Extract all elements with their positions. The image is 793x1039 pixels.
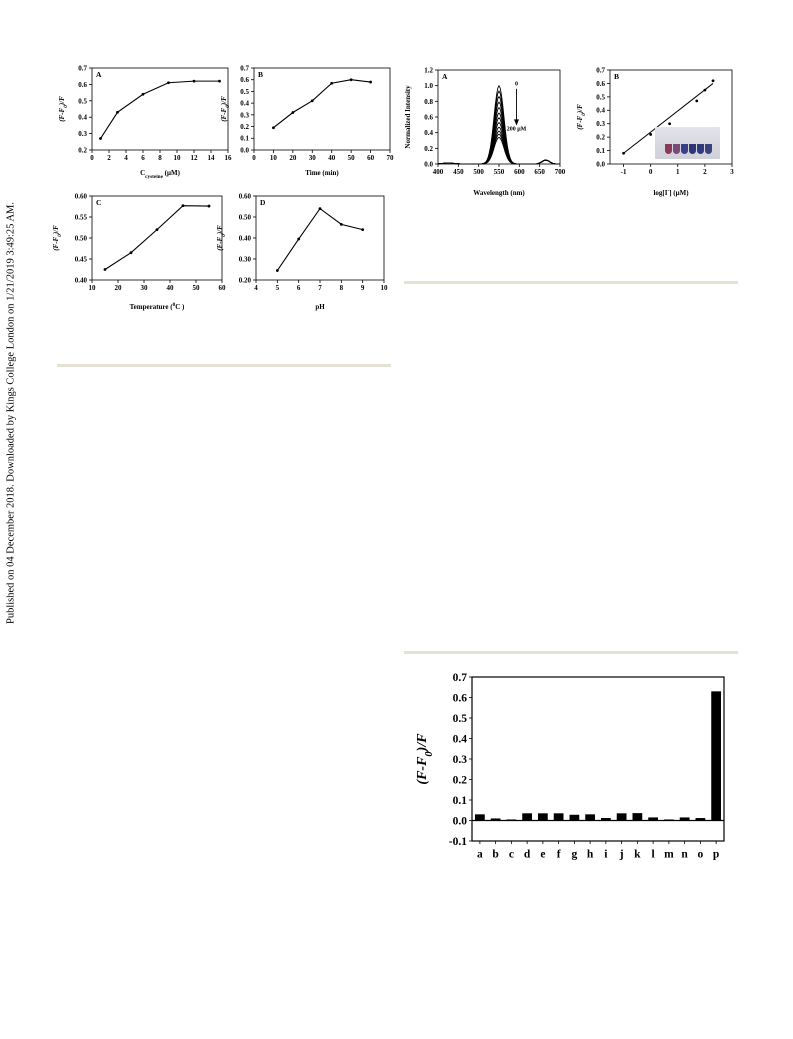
vial-1 (665, 144, 672, 154)
opt-C-xlabel (130, 302, 185, 311)
select-category-label: g (571, 848, 578, 861)
spec-B-ytick-label: 0.0 (596, 160, 605, 169)
opt-C-data-point (130, 251, 133, 254)
spec-A-xtick-label: 550 (493, 168, 505, 176)
figure-opt-D (214, 188, 390, 312)
opt-A-ytick-label: 0.6 (78, 80, 87, 89)
spec-B-data-point (649, 133, 652, 136)
opt-C-xtick-label: 50 (192, 284, 200, 292)
divider-right-top (404, 281, 738, 284)
opt-A-xtick-label: 0 (90, 154, 94, 162)
spec-A-arrow-label-start: 0 (514, 81, 518, 88)
spec-B-ytick-label: 0.2 (596, 133, 605, 142)
select-bar (680, 817, 690, 820)
opt-C-ytick-label: 0.55 (74, 213, 87, 222)
opt-A-series-line (101, 81, 220, 138)
opt-B-ylabel (220, 96, 231, 122)
select-category-label: i (604, 848, 608, 861)
opt-D-data-point (319, 207, 322, 210)
opt-B-data-point (350, 78, 353, 81)
vial-5 (697, 144, 704, 154)
spec-A-frame (438, 70, 560, 164)
opt-D-xlabel-part: pH (315, 303, 325, 311)
vial-4 (689, 144, 696, 154)
opt-D-xtick-label: 4 (254, 284, 258, 292)
spec-A-ylabel (404, 85, 412, 149)
select-category-label: f (556, 848, 561, 861)
spec-B-xtick-label: 3 (730, 168, 734, 176)
select-ytick-label: 0.6 (452, 692, 467, 705)
select-frame (472, 677, 724, 841)
figure-selectivity (410, 663, 728, 871)
opt-B-xtick-label: 30 (308, 154, 316, 162)
select-bar (475, 814, 485, 820)
select-category-label: c (508, 848, 514, 861)
spec-B-ytick-label: 0.5 (596, 93, 605, 102)
opt-C-xtick-label: 10 (88, 284, 96, 292)
opt-A-ytick-label: 0.7 (78, 64, 87, 73)
select-ylabel-part: )/F (415, 733, 430, 752)
opt-B-data-point (369, 81, 372, 84)
opt-B-ytick-label: 0.5 (240, 87, 249, 96)
spec-A-svg (402, 62, 566, 198)
opt-B-ylabel-part: 0 (225, 105, 231, 108)
opt-B-ytick-label: 0.7 (240, 64, 249, 73)
select-ytick-label: 0.1 (452, 795, 467, 808)
opt-C-xlabel-part: Temperature ( (129, 303, 173, 311)
opt-B-xtick-label: 60 (367, 154, 375, 162)
select-category-label: j (619, 848, 624, 861)
opt-C-xlabel-part: 0 (172, 302, 176, 308)
select-bar (632, 813, 642, 820)
select-ytick-label: -0.1 (448, 836, 467, 849)
opt-C-series-line (105, 206, 209, 270)
spec-B-ytick-label: 0.7 (596, 66, 605, 75)
select-ytick-label: 0.7 (452, 672, 467, 685)
figure-opt-B (218, 60, 398, 178)
spec-B-data-point (703, 89, 706, 92)
opt-B-xtick-label: 50 (347, 154, 355, 162)
spec-B-xtick-label: 2 (703, 168, 707, 176)
opt-C-ytick-label: 0.50 (74, 234, 87, 243)
opt-D-xtick-label: 7 (318, 284, 322, 292)
opt-D-xtick-label: 5 (275, 284, 280, 292)
vial-2 (673, 144, 680, 154)
opt-A-data-point (193, 80, 196, 83)
opt-D-data-point (297, 238, 300, 241)
spec-A-spectrum-curve (438, 97, 560, 164)
opt-B-data-point (311, 99, 314, 102)
select-ytick-label: 0.3 (452, 754, 467, 767)
spec-A-panel-letter: A (442, 72, 448, 81)
select-category-label: p (712, 848, 720, 861)
select-ytick-label: 0.5 (452, 713, 467, 726)
spec-A-xtick-label: 700 (554, 168, 566, 176)
opt-D-xtick-label: 9 (360, 284, 365, 292)
spec-A-xlabel-part: Wavelength (nm) (473, 189, 525, 197)
figure-opt-C (50, 188, 230, 312)
select-ylabel-part: 0 (423, 751, 435, 757)
opt-B-ytick-label: 0.2 (240, 123, 249, 132)
select-bar (491, 818, 501, 820)
opt-C-svg (50, 188, 230, 312)
opt-A-ylabel-part: 0 (63, 105, 69, 108)
select-bar (695, 818, 705, 820)
opt-A-xlabel-part: C (140, 169, 146, 177)
opt-D-ylabel-part: 0 (221, 234, 227, 237)
opt-A-ytick-label: 0.3 (78, 130, 87, 139)
opt-D-svg (214, 188, 390, 312)
opt-D-ytick-label: 0.50 (238, 213, 251, 222)
opt-B-frame (254, 68, 390, 150)
spec-A-spectrum-curve (438, 102, 560, 164)
opt-C-xtick-label: 20 (114, 284, 122, 292)
spec-A-ytick-label: 1.0 (424, 82, 433, 91)
select-bar (648, 817, 658, 820)
select-category-label: b (492, 848, 499, 861)
figure-spec-A (402, 62, 566, 198)
vial-6 (705, 144, 712, 154)
select-category-label: e (540, 848, 546, 861)
opt-C-data-point (104, 268, 107, 271)
spec-A-xtick-label: 600 (514, 168, 525, 176)
divider-right-bottom (404, 651, 738, 654)
opt-C-frame (92, 196, 222, 280)
download-notice-text: Published on 04 December 2018. Downloaded by Kings College London on 1/21/2019 3:49:25 AM. (5, 201, 17, 625)
opt-A-xtick-label: 12 (190, 154, 198, 162)
spec-B-ylabel-part: 0 (581, 113, 587, 116)
opt-D-panel-letter: D (260, 198, 266, 207)
select-bar (569, 815, 579, 821)
spec-A-spectrum-curve (438, 134, 560, 164)
spec-A-ytick-label: 0.2 (424, 144, 433, 153)
spec-A-xtick-label: 500 (473, 168, 484, 176)
opt-D-data-point (276, 269, 279, 272)
spec-A-spectrum-curve (438, 127, 560, 164)
opt-B-ylabel-part: (F-F (220, 107, 228, 122)
opt-C-ytick-label: 0.40 (74, 276, 87, 285)
spec-B-ylabel (576, 104, 587, 130)
opt-B-data-point (272, 126, 275, 129)
opt-C-xlabel-part: C ) (175, 303, 185, 311)
spec-B-data-point (668, 122, 671, 125)
opt-A-ytick-label: 0.2 (78, 146, 87, 155)
opt-C-panel-letter: C (96, 198, 102, 207)
figure-opt-A (56, 60, 236, 178)
select-bar (601, 818, 611, 820)
spec-A-xtick-label: 400 (432, 168, 444, 176)
spec-A-arrow-label-end: 200 μM (506, 126, 527, 133)
spec-A-spectrum-curve (438, 137, 560, 164)
opt-A-ylabel (58, 96, 69, 122)
spec-A-arrow-head (514, 119, 519, 125)
opt-A-xtick-label: 16 (224, 154, 232, 162)
opt-B-xtick-label: 40 (328, 154, 336, 162)
spec-B-xlabel (653, 188, 689, 197)
opt-D-ytick-label: 0.20 (238, 276, 251, 285)
spec-B-data-point (712, 79, 715, 82)
spec-B-xtick-label: 1 (676, 168, 680, 176)
spec-B-xlabel-part: - (667, 188, 670, 194)
opt-C-ylabel (52, 225, 63, 251)
spec-B-xtick-label: 0 (648, 168, 653, 176)
opt-C-ytick-label: 0.45 (74, 255, 87, 264)
spec-A-xtick-label: 650 (534, 168, 545, 176)
select-ylabel-part: (F-F (415, 756, 430, 785)
spec-A-spectrum-curve (438, 131, 560, 164)
select-bar (522, 813, 532, 820)
opt-C-ylabel-part: )/F (52, 225, 60, 235)
opt-D-data-point (361, 228, 364, 231)
select-bar (664, 819, 674, 820)
spec-B-ytick-label: 0.3 (596, 120, 605, 129)
opt-D-ytick-label: 0.40 (238, 234, 251, 243)
opt-A-frame (92, 68, 228, 150)
spec-A-ytick-label: 0.6 (424, 113, 433, 122)
opt-B-xtick-label: 10 (269, 154, 277, 162)
opt-A-xtick-label: 8 (158, 154, 162, 162)
opt-D-series-line (277, 209, 362, 271)
select-bar (538, 813, 548, 820)
opt-D-ytick-label: 0.60 (238, 192, 251, 201)
spec-A-ytick-label: 0.0 (424, 160, 433, 169)
opt-B-ytick-label: 0.0 (240, 146, 249, 155)
spec-A-ylabel-part: Normalized Intensity (404, 85, 412, 149)
opt-A-data-point (99, 137, 102, 140)
opt-C-ylabel-part: (F-F (52, 236, 60, 251)
select-category-label: o (697, 848, 704, 861)
spec-B-ytick-label: 0.6 (596, 79, 605, 88)
opt-A-xlabel-part: cysteine (145, 174, 163, 180)
opt-A-xtick-label: 2 (107, 154, 111, 162)
spec-A-spectrum-curve (438, 118, 560, 164)
opt-A-panel-letter: A (96, 70, 102, 79)
opt-D-xtick-label: 10 (380, 284, 388, 292)
select-category-label: n (681, 848, 688, 861)
spec-B-xlabel-part: log[I (653, 189, 668, 197)
opt-A-data-point (167, 81, 170, 84)
divider-left (57, 364, 391, 367)
opt-C-xtick-label: 30 (140, 284, 148, 292)
opt-B-ytick-label: 0.4 (240, 99, 249, 108)
opt-C-ylabel-part: 0 (57, 234, 63, 237)
opt-B-xtick-label: 20 (289, 154, 297, 162)
opt-B-xlabel-part: Time (min) (305, 169, 339, 177)
opt-D-ytick-label: 0.30 (238, 255, 251, 264)
opt-A-data-point (142, 93, 145, 96)
opt-B-svg (218, 60, 398, 178)
opt-A-data-point (116, 111, 119, 114)
spec-B-data-point (622, 152, 625, 155)
select-category-label: l (651, 848, 655, 861)
opt-A-xtick-label: 10 (173, 154, 181, 162)
download-notice (4, 198, 18, 628)
spec-A-spectrum-curve (438, 108, 560, 164)
spec-B-xtick-label: -1 (620, 168, 627, 176)
opt-C-data-point (208, 205, 211, 208)
opt-A-xtick-label: 4 (124, 154, 128, 162)
spec-A-spectrum-curve (438, 113, 560, 164)
select-category-label: d (523, 848, 531, 861)
vial-photo-inset (655, 127, 720, 159)
opt-B-series-line (273, 80, 370, 128)
select-ytick-label: 0.2 (452, 774, 467, 787)
spec-B-xlabel-part: ] (μM) (669, 189, 689, 197)
opt-D-xlabel (315, 303, 325, 311)
opt-A-svg (56, 60, 236, 178)
spec-A-ytick-label: 0.8 (424, 97, 433, 106)
select-bar (554, 813, 564, 820)
opt-C-xtick-label: 40 (166, 284, 174, 292)
select-category-label: m (664, 848, 674, 861)
spec-B-ytick-label: 0.4 (596, 106, 605, 115)
select-category-label: h (586, 848, 594, 861)
opt-D-data-point (340, 223, 343, 226)
opt-A-xlabel (140, 169, 181, 180)
opt-A-xlabel-part: (μM) (162, 169, 180, 177)
select-category-label: a (477, 848, 483, 861)
select-bar (506, 819, 516, 820)
spec-A-spectrum-curve (438, 123, 560, 165)
select-ylabel (415, 733, 435, 785)
select-ytick-label: 0.4 (452, 733, 467, 746)
opt-B-xtick-label: 0 (252, 154, 256, 162)
opt-B-ylabel-part: )/F (220, 96, 228, 106)
spec-B-ylabel-part: )/F (576, 104, 584, 114)
opt-A-ytick-label: 0.5 (78, 97, 87, 106)
opt-A-ylabel-part: (F-F (58, 107, 66, 122)
select-bar (585, 814, 595, 820)
spec-B-ytick-label: 0.1 (596, 147, 605, 156)
select-svg (410, 663, 728, 871)
opt-A-xtick-label: 14 (207, 154, 215, 162)
opt-B-ytick-label: 0.3 (240, 111, 249, 120)
select-bar (711, 691, 721, 820)
opt-B-data-point (291, 111, 294, 114)
opt-B-xlabel (305, 169, 339, 177)
opt-D-ylabel-part: (F-F (216, 236, 224, 251)
opt-C-data-point (182, 204, 185, 207)
spec-A-ytick-label: 0.4 (424, 129, 433, 138)
opt-B-data-point (330, 82, 333, 85)
select-category-label: k (634, 848, 641, 861)
opt-B-ytick-label: 0.6 (240, 76, 249, 85)
select-ytick-label: 0.0 (452, 815, 467, 828)
spec-A-xlabel (473, 189, 525, 197)
spec-B-ylabel-part: (F-F (576, 115, 584, 130)
opt-B-xtick-label: 70 (386, 154, 394, 162)
opt-D-xtick-label: 8 (339, 284, 344, 292)
opt-A-xtick-label: 6 (141, 154, 145, 162)
opt-A-ytick-label: 0.4 (78, 113, 87, 122)
opt-C-data-point (156, 228, 159, 231)
select-bar (617, 813, 627, 820)
vial-3 (681, 144, 688, 154)
opt-D-ylabel (216, 225, 227, 251)
opt-D-xtick-label: 6 (296, 284, 301, 292)
opt-B-panel-letter: B (258, 70, 264, 79)
spec-B-data-point (695, 99, 698, 102)
opt-A-ylabel-part: )/F (58, 96, 66, 106)
spec-A-xtick-label: 450 (453, 168, 464, 176)
spec-B-panel-letter: B (614, 72, 620, 81)
opt-D-ylabel-part: )/F (216, 225, 224, 235)
spec-A-ytick-label: 1.2 (424, 66, 433, 75)
opt-C-xtick-label: 60 (218, 284, 226, 292)
opt-C-ytick-label: 0.60 (74, 192, 87, 201)
opt-B-ytick-label: 0.1 (240, 134, 249, 143)
